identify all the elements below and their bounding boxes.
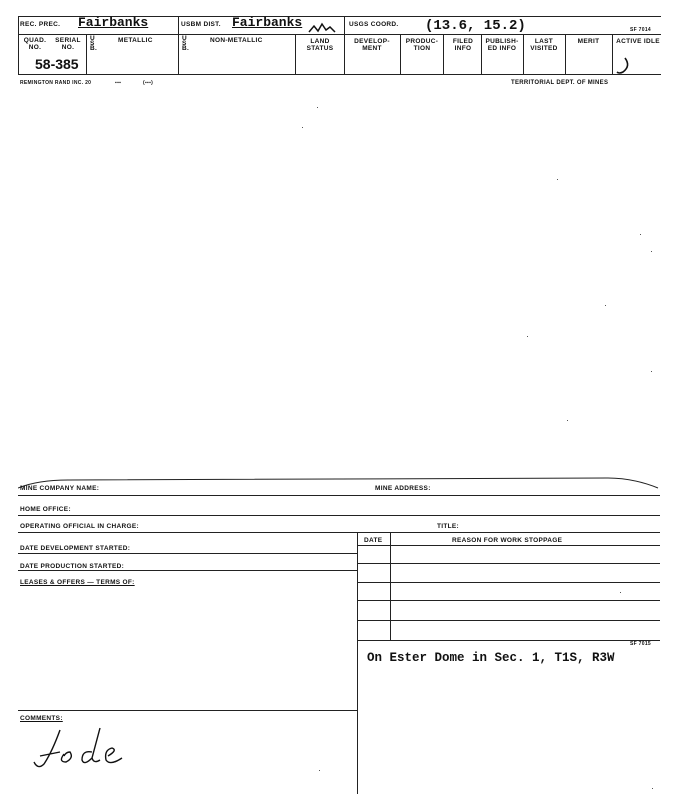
location-description: On Ester Dome in Sec. 1, T1S, R3W [367,651,615,665]
production-label: PRODUC-TION [405,38,439,52]
speck [319,770,320,771]
date-col-divider [390,532,391,640]
rule [18,553,358,554]
quad-no-label: QUAD. NO. [23,37,47,51]
rule [18,532,660,533]
speck [567,420,568,421]
rule [18,570,358,571]
filed-info-label: FILED INFO [452,38,474,52]
serial-no-label: SERIAL NO. [55,37,81,51]
col-divider [344,16,345,74]
rule [18,495,660,496]
form-top-border [18,470,660,492]
table-rule [357,563,660,564]
printer-mark: ▪▪▪ [115,80,122,86]
date-production-label: DATE PRODUCTION STARTED: [20,563,125,570]
metallic-label: METALLIC [118,37,153,44]
printer-credit: REMINGTON RAND INC. 20 [20,80,92,86]
usgs-coord-value: (13.6, 15.2) [425,18,526,34]
speck [527,336,528,337]
checkmark-icon [613,56,633,76]
handwritten-lode-signature [30,722,140,772]
table-rule [357,620,660,621]
usbm-dist-label: USBM DIST. [181,21,221,28]
form-middle-divider [357,532,358,794]
form-number: SF 7014 [630,27,652,33]
usbm-dist-value: Fairbanks [232,15,303,30]
col-divider [565,34,566,74]
published-info-label: PUBLISH-ED INFO [485,38,519,52]
comments-label: COMMENTS: [20,715,63,722]
rec-prec-label: REC. PREC. [20,21,61,28]
land-status-label: LAND STATUS [306,38,334,52]
date-development-label: DATE DEVELOPMENT STARTED: [20,545,131,552]
nonmetallic-label: NON-METALLIC [210,37,263,44]
table-rule [357,640,660,641]
rec-prec-value: Fairbanks [78,15,149,30]
leases-offers-label: LEASES & OFFERS — TERMS OF: [20,579,135,586]
usgs-coord-label: USGS COORD. [349,21,399,28]
col-divider [481,34,482,74]
bottom-border [18,74,661,75]
col-divider [295,34,296,74]
territorial-dept-label: TERRITORIAL DEPT. OF MINES [511,80,609,86]
usbm-code-metallic: U S B. [90,35,98,52]
merit-label: MERIT [577,38,600,45]
reason-column-header: REASON FOR WORK STOPPAGE [452,537,563,544]
table-rule [357,582,660,583]
col-divider [523,34,524,74]
printer-mark: (▪▪▪) [143,80,154,86]
col-divider [443,34,444,74]
speck [317,107,318,108]
usbm-code-nonmetallic: U S B. [182,35,190,52]
speck [620,592,621,593]
speck [651,371,652,372]
speck [557,179,558,180]
speck [652,788,653,789]
active-idle-label: ACTIVE IDLE [616,38,660,45]
speck [640,234,641,235]
left-border [18,16,19,74]
speck [651,251,652,252]
development-label: DEVELOP-MENT [354,38,390,52]
last-visited-label: LAST VISITED [530,38,558,52]
col-divider [86,34,87,74]
table-rule [357,545,660,546]
mine-address-label: MINE ADDRESS: [375,485,431,492]
operating-official-label: OPERATING OFFICIAL IN CHARGE: [20,523,139,530]
speck [302,127,303,128]
mine-company-name-label: MINE COMPANY NAME: [20,485,100,492]
table-rule [357,600,660,601]
quad-serial-value: 58-385 [35,56,79,72]
stamp-mark-icon [308,22,336,34]
rule [18,515,660,516]
speck [605,305,606,306]
date-column-header: DATE [364,537,383,544]
col-divider [178,16,179,74]
home-office-label: HOME OFFICE: [20,506,71,513]
rule [18,710,358,711]
form-number-2: SF 7015 [630,641,652,647]
title-label: TITLE: [437,523,460,530]
col-divider [400,34,401,74]
